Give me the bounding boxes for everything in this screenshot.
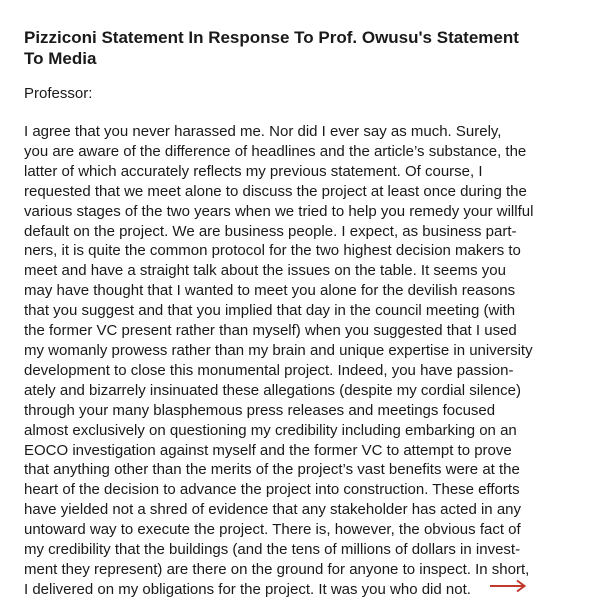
document-title [24, 27, 580, 69]
body-line: ment they represent) are there on the ground for anyone to inspect. In short, [24, 560, 530, 578]
body-line: may have thought that I wanted to meet you alone for the devilish reasons [24, 282, 516, 300]
body-line: have yielded not a shred of evidence that any stakeholder has acted in any [24, 501, 521, 519]
arrow-right-icon [489, 579, 527, 599]
body-line: meet and have a straight talk about the issues on the table. It seems you [24, 262, 506, 280]
body-line: untoward way to execute the project. There is, however, the obvious fact of [24, 521, 521, 539]
body-line: latter of which accurately reflects my previous statement. Of course, I [24, 162, 483, 180]
body-line: requested that we meet alone to discuss the project at least once during the [24, 182, 527, 200]
body-line: EOCO investigation against myself and the former VC to attempt to prove [24, 441, 512, 459]
body-line: that you suggest and that you implied that day in the council meeting (with [24, 302, 516, 320]
body-line: my womanly prowess rather than my brain and unique expertise in university [24, 341, 533, 359]
body-line: ately and bizarrely insinuated these allegations (despite my cordial silence) [24, 381, 521, 399]
salutation: Professor: [24, 85, 93, 102]
closing-sentence: I delivered on my obligations for the project. It was you who did not. [24, 580, 471, 598]
body-line: default on the project. We are business people. I expect, as business part- [24, 222, 517, 240]
body-line: development to close this monumental project. Indeed, you have passion- [24, 361, 514, 379]
statement-body [24, 122, 580, 600]
body-line-last [24, 580, 580, 600]
body-line: almost exclusively on questioning my credibility including embarking on an [24, 421, 517, 439]
body-line: you are aware of the difference of headlines and the article’s substance, the [24, 142, 527, 160]
statement-document [24, 27, 580, 600]
body-line: various stages of the two years when we tried to help you remedy your willful [24, 202, 534, 220]
body-line: the former VC present rather than myself) when you suggested that I used [24, 322, 517, 340]
body-line: through your many blasphemous press releases and meetings focused [24, 401, 496, 419]
body-line: that anything other than the merits of the project’s vast benefits were at the [24, 461, 520, 479]
body-line: heart of the decision to advance the project into construction. These efforts [24, 481, 520, 499]
body-line: I agree that you never harassed me. Nor did I ever say as much. Surely, [24, 123, 502, 140]
title-line: Pizziconi Statement In Response To Prof. Owusu's Statement [24, 28, 519, 47]
body-line: my credibility that the buildings (and the tens of millions of dollars in invest- [24, 541, 521, 559]
body-line: ners, it is quite the common protocol for the two highest decision makers to [24, 242, 521, 260]
title-line: To Media [24, 49, 97, 68]
